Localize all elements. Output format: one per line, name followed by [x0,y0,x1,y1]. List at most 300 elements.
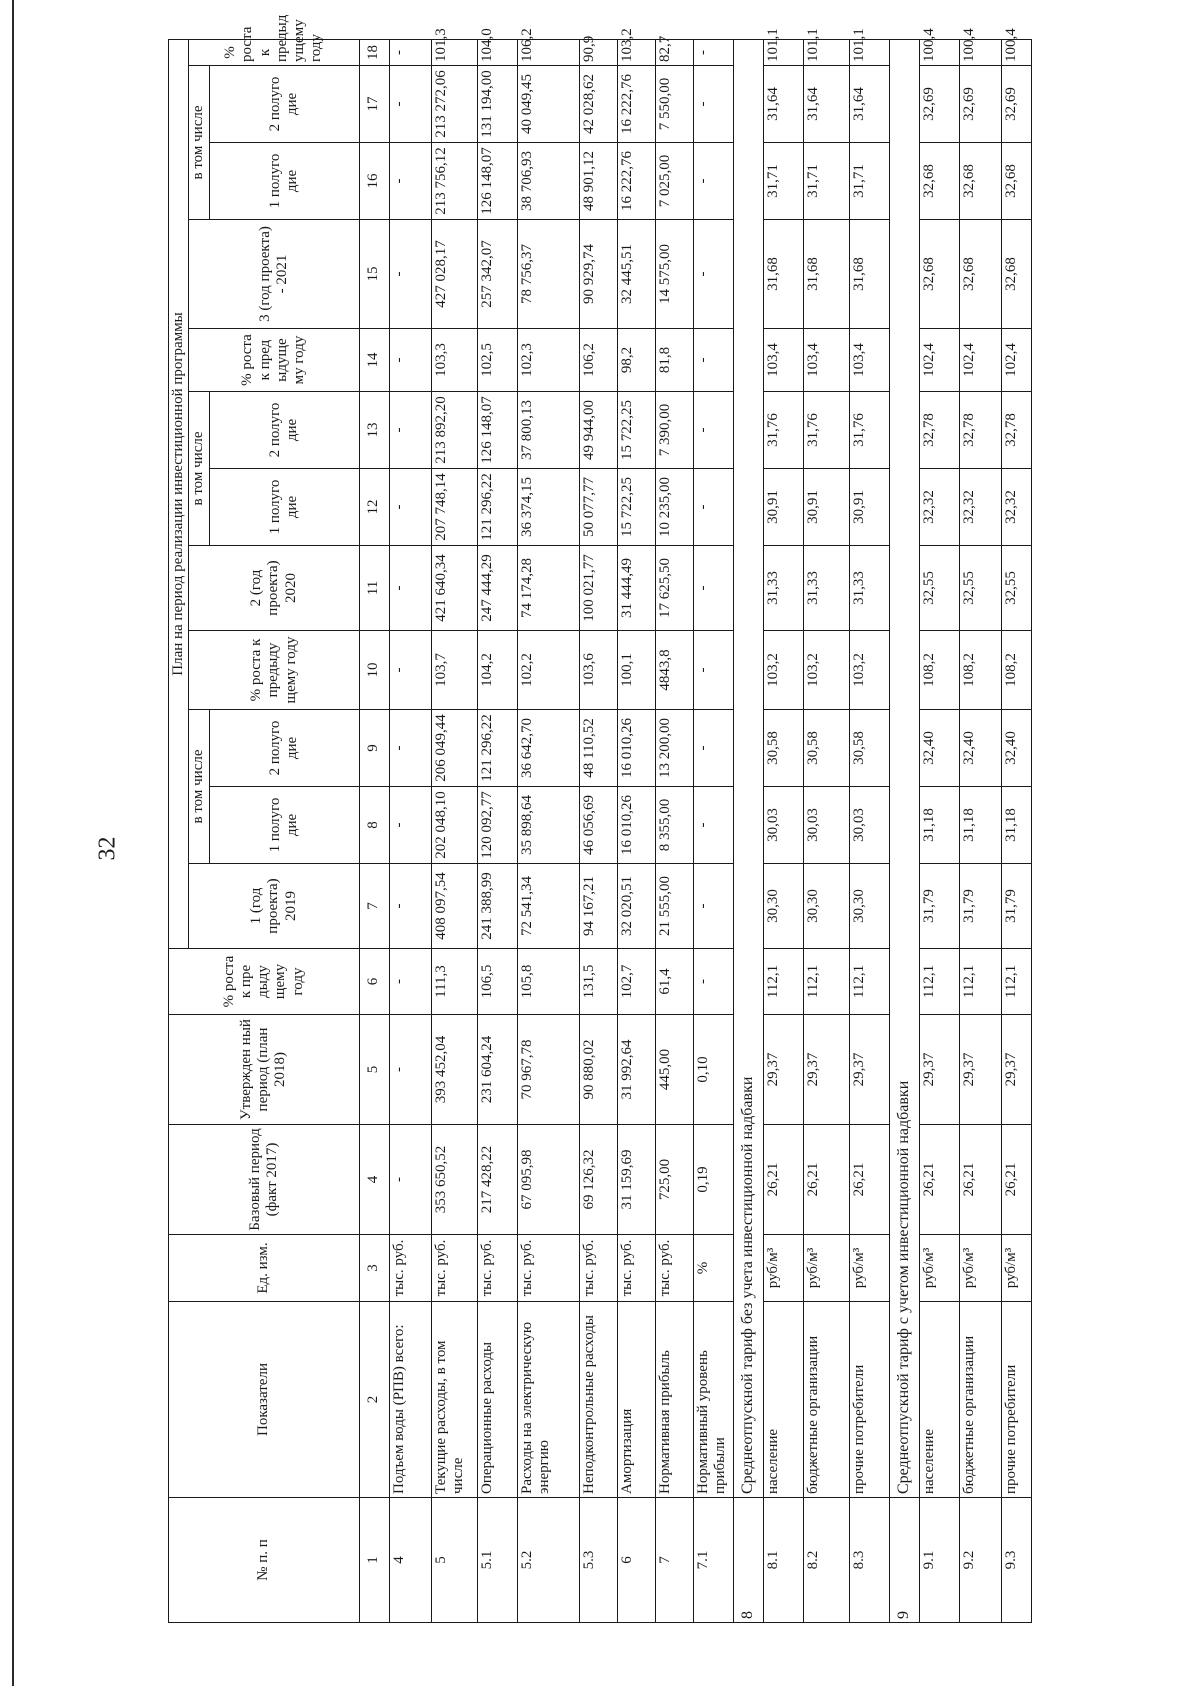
value-cell: 427 028,17 [431,220,477,329]
value-cell: 32,78 [959,392,1001,469]
value-cell: 353 650,52 [431,1125,477,1235]
value-cell: - [693,220,733,329]
table-row [919,39,959,1622]
unit-cell: руб/м³ [959,1235,1001,1302]
value-cell: 37 800,13 [517,392,579,469]
header-incl-y2: в том числе [189,392,209,546]
value-cell: 121 296,22 [477,469,517,546]
col-number: 8 [359,787,389,864]
value-cell: 32,40 [959,710,1001,787]
value-cell: 101,1 [763,39,803,65]
value-cell: 29,37 [849,1015,889,1125]
col-number: 16 [359,143,389,220]
col-number: 18 [359,39,389,65]
value-cell: 31,33 [849,546,889,631]
value-cell: 31,33 [803,546,849,631]
row-number-cell: 8.3 [849,1498,889,1623]
value-cell: 241 388,99 [477,864,517,949]
unit-cell: тыс. руб. [431,1235,477,1302]
value-cell: 108,2 [1001,631,1031,710]
value-cell: 21 555,00 [655,864,693,949]
value-cell: 36 374,15 [517,469,579,546]
col-number: 14 [359,329,389,392]
value-cell: 29,37 [1001,1015,1031,1125]
row-number-cell: 5.2 [517,1498,579,1623]
value-cell: - [389,1015,431,1125]
value-cell: 38 706,93 [517,143,579,220]
indicator-cell: население [763,1302,803,1498]
value-cell: - [693,469,733,546]
value-cell: - [389,469,431,546]
value-cell: 30,58 [763,710,803,787]
main-rows [389,28,733,1622]
value-cell: 69 126,32 [579,1125,617,1235]
value-cell: 90 929,74 [579,220,617,329]
table-row [849,39,889,1622]
indicator-cell: Неподконтрольные расходы [579,1302,617,1498]
value-cell: 26,21 [803,1125,849,1235]
rotated-table-container [168,14,1019,1623]
unit-cell: тыс. руб. [617,1235,655,1302]
value-cell: 31,71 [803,143,849,220]
value-cell: 35 898,64 [517,787,579,864]
value-cell: 10 235,00 [655,469,693,546]
value-cell: 213 756,12 [431,143,477,220]
value-cell: 32,55 [959,546,1001,631]
value-cell: 32,55 [1001,546,1031,631]
value-cell: 31,64 [849,66,889,143]
value-cell: 7 025,00 [655,143,693,220]
value-cell: 29,37 [763,1015,803,1125]
header-incl-y3: в том числе [189,66,209,220]
col-number: 11 [359,546,389,631]
value-cell: 32 445,51 [617,220,655,329]
value-cell: 445,00 [655,1015,693,1125]
col-number: 6 [359,949,389,1015]
value-cell: 30,03 [763,787,803,864]
row-number-cell: 6 [617,1498,655,1623]
value-cell: 40 049,45 [517,66,579,143]
value-cell: 103,2 [803,631,849,710]
page-edge-line [12,0,14,1686]
indicator-cell: прочие потребители [1001,1302,1031,1498]
value-cell: 112,1 [1001,949,1031,1015]
value-cell: 29,37 [959,1015,1001,1125]
value-cell: 103,3 [431,329,477,392]
value-cell: - [693,329,733,392]
row-number-cell: 5.3 [579,1498,617,1623]
unit-cell: % [693,1235,733,1302]
value-cell: 26,21 [849,1125,889,1235]
value-cell: 102,7 [617,949,655,1015]
value-cell: 102,2 [517,631,579,710]
value-cell: 48 110,52 [579,710,617,787]
value-cell: 30,03 [849,787,889,864]
value-cell: 108,2 [919,631,959,710]
value-cell: 103,4 [763,329,803,392]
value-cell: 102,4 [919,329,959,392]
unit-cell: тыс. руб. [579,1235,617,1302]
unit-cell: тыс. руб. [655,1235,693,1302]
value-cell: 46 056,69 [579,787,617,864]
column-number-row [359,39,389,1622]
value-cell: 32,68 [959,220,1001,329]
indicator-cell: Нормативный уровень прибыли [693,1302,733,1498]
indicator-cell: бюджетные организации [959,1302,1001,1498]
col-number: 17 [359,66,389,143]
value-cell: 31,33 [763,546,803,631]
value-cell: 100,1 [617,631,655,710]
value-cell: 26,21 [763,1125,803,1235]
value-cell: 104,0 [477,39,517,65]
value-cell: 16 010,26 [617,710,655,787]
table-row [431,39,477,1622]
value-cell: 32,68 [1001,143,1031,220]
indicator-cell: Расходы на электрическую энергию [517,1302,579,1498]
table-row [579,39,617,1622]
value-cell: 32,32 [959,469,1001,546]
value-cell: 30,91 [763,469,803,546]
value-cell: - [389,1125,431,1235]
value-cell: 31,71 [849,143,889,220]
value-cell: 32,40 [919,710,959,787]
value-cell: - [693,864,733,949]
row-number-cell: 7 [655,1498,693,1623]
unit-cell: руб/м³ [1001,1235,1031,1302]
value-cell: 247 444,29 [477,546,517,631]
value-cell: 112,1 [959,949,1001,1015]
value-cell: - [693,143,733,220]
table-row [959,39,1001,1622]
value-cell: 104,2 [477,631,517,710]
value-cell: 106,5 [477,949,517,1015]
header-half2-y1: 2 полуго дие [209,710,359,787]
header-half2-y2: 2 полуго дие [209,392,359,469]
value-cell: 30,30 [763,864,803,949]
value-cell: 213 892,20 [431,392,477,469]
value-cell: 31,64 [763,66,803,143]
value-cell: - [389,143,431,220]
indicator-cell: Подъем воды (РПВ) всего: [389,1302,431,1498]
value-cell: 103,2 [617,39,655,65]
col-number: 4 [359,1125,389,1235]
header-half1-y1: 1 полуго дие [209,787,359,864]
value-cell: 103,7 [431,631,477,710]
header-growth-y2: % роста к пред ыдуще му году [189,329,359,392]
value-cell: 36 642,70 [517,710,579,787]
header-indicator: Показатели [169,1302,360,1498]
value-cell: 31,76 [803,392,849,469]
unit-cell: руб/м³ [919,1235,959,1302]
value-cell: 31,76 [763,392,803,469]
row-number-cell: 9.2 [959,1498,1001,1623]
col-number: 9 [359,710,389,787]
value-cell: 111,3 [431,949,477,1015]
value-cell: 32,68 [959,143,1001,220]
row-number-cell: 9.3 [1001,1498,1031,1623]
unit-cell: руб/м³ [763,1235,803,1302]
col-number: 3 [359,1235,389,1302]
header-half2-y3: 2 полуго дие [209,66,359,143]
value-cell: 17 625,50 [655,546,693,631]
table-row [763,39,803,1622]
indicator-cell: население [919,1302,959,1498]
value-cell: 32 020,51 [617,864,655,949]
value-cell: 102,4 [1001,329,1031,392]
value-cell: 14 575,00 [655,220,693,329]
value-cell: 101,3 [431,39,477,65]
value-cell: 32,68 [919,220,959,329]
value-cell: 31 159,69 [617,1125,655,1235]
row-number-cell: 4 [389,1498,431,1623]
col-number: 2 [359,1302,389,1498]
value-cell: 30,91 [849,469,889,546]
value-cell: 112,1 [803,949,849,1015]
value-cell: 26,21 [919,1125,959,1235]
value-cell: 257 342,07 [477,220,517,329]
value-cell: 100,4 [919,39,959,65]
value-cell: 4843,8 [655,631,693,710]
value-cell: 31,71 [763,143,803,220]
value-cell: - [389,392,431,469]
indicator-cell: Операционные расходы [477,1302,517,1498]
value-cell: 103,6 [579,631,617,710]
col-number: 10 [359,631,389,710]
page-number: 32 [94,836,121,861]
table-row [389,39,431,1622]
section-9-num: 9 [889,1498,919,1623]
col-number: 15 [359,220,389,329]
value-cell: 26,21 [959,1125,1001,1235]
value-cell: - [389,631,431,710]
value-cell: - [389,949,431,1015]
value-cell: 213 272,06 [431,66,477,143]
value-cell: 31,68 [763,220,803,329]
value-cell: 30,91 [803,469,849,546]
value-cell: 32,69 [919,66,959,143]
row-number-cell: 5 [431,1498,477,1623]
value-cell: 16 222,76 [617,66,655,143]
value-cell: 70 967,78 [517,1015,579,1125]
value-cell: - [693,546,733,631]
value-cell: 206 049,44 [431,710,477,787]
value-cell: 32,55 [919,546,959,631]
table-row [617,39,655,1622]
value-cell: 103,4 [849,329,889,392]
header-growth-y1: % роста к предыду щему году [189,631,359,710]
value-cell: 108,2 [959,631,1001,710]
value-cell: 100 021,77 [579,546,617,631]
value-cell: 50 077,77 [579,469,617,546]
value-cell: 31,79 [1001,864,1031,949]
value-cell: 15 722,25 [617,469,655,546]
header-approved-period: Утвержден ный период (план 2018) [169,1015,360,1125]
table-row [803,39,849,1622]
value-cell: 106,2 [517,39,579,65]
value-cell: 81,8 [655,329,693,392]
value-cell: 231 604,24 [477,1015,517,1125]
value-cell: 393 452,04 [431,1015,477,1125]
unit-cell: тыс. руб. [517,1235,579,1302]
value-cell: 32,78 [919,392,959,469]
row-number-cell: 5.1 [477,1498,517,1623]
header-plan-group: План на период реализации инвестиционной программы [169,39,189,948]
value-cell: 112,1 [849,949,889,1015]
value-cell: 121 296,22 [477,710,517,787]
value-cell: 217 428,22 [477,1125,517,1235]
header-incl-y1: в том числе [189,710,209,864]
value-cell: 31,18 [959,787,1001,864]
value-cell: 126 148,07 [477,143,517,220]
row-number-cell: 7.1 [693,1498,733,1623]
value-cell: 102,3 [517,329,579,392]
value-cell: - [693,39,733,65]
value-cell: 102,5 [477,329,517,392]
unit-cell: тыс. руб. [389,1235,431,1302]
header-half1-y3: 1 полуго дие [209,143,359,220]
section-8 [733,39,763,1622]
value-cell: 421 640,34 [431,546,477,631]
value-cell: 103,2 [849,631,889,710]
value-cell: 30,30 [803,864,849,949]
value-cell: 105,8 [517,949,579,1015]
value-cell: 16 222,76 [617,143,655,220]
value-cell: 90,9 [579,39,617,65]
value-cell: - [389,710,431,787]
table-row [655,39,693,1622]
header-half1-y2: 1 полуго дие [209,469,359,546]
value-cell: 100,4 [1001,39,1031,65]
value-cell: 26,21 [1001,1125,1031,1235]
value-cell: 31,18 [919,787,959,864]
value-cell: 32,68 [919,143,959,220]
value-cell: 16 010,26 [617,787,655,864]
value-cell: 31,18 [1001,787,1031,864]
value-cell: 202 048,10 [431,787,477,864]
unit-cell: тыс. руб. [477,1235,517,1302]
col-number: 12 [359,469,389,546]
header-num: № п. п [169,1498,360,1623]
value-cell: 31,68 [803,220,849,329]
value-cell: - [693,710,733,787]
value-cell: 30,58 [849,710,889,787]
value-cell: 120 092,77 [477,787,517,864]
row-number-cell: 9.1 [919,1498,959,1623]
value-cell: 7 550,00 [655,66,693,143]
value-cell: - [693,787,733,864]
value-cell: 101,1 [849,39,889,65]
section-8-num: 8 [733,1498,763,1623]
indicator-cell: бюджетные организации [803,1302,849,1498]
col-number: 13 [359,392,389,469]
table-row [477,39,517,1622]
value-cell: 32,78 [1001,392,1031,469]
value-cell: - [389,329,431,392]
value-cell: 131,5 [579,949,617,1015]
value-cell: 61,4 [655,949,693,1015]
value-cell: - [693,631,733,710]
header-year2: 2 (год проекта) 2020 [189,546,359,631]
value-cell: - [389,39,431,65]
value-cell: 31 992,64 [617,1015,655,1125]
value-cell: 29,37 [803,1015,849,1125]
value-cell: 725,00 [655,1125,693,1235]
section-9-title: Среднеотпускной тариф с учетом инвестиционной надбавки [889,39,919,1497]
value-cell: 78 756,37 [517,220,579,329]
header-unit: Ед. изм. [169,1235,360,1302]
table-row [517,39,579,1622]
value-cell: 30,30 [849,864,889,949]
value-cell: 30,03 [803,787,849,864]
value-cell: - [389,787,431,864]
value-cell: 106,2 [579,329,617,392]
value-cell: 7 390,00 [655,392,693,469]
value-cell: 32,69 [959,66,1001,143]
indicator-cell: Амортизация [617,1302,655,1498]
value-cell: 94 167,21 [579,864,617,949]
value-cell: 103,4 [803,329,849,392]
value-cell: 90 880,02 [579,1015,617,1125]
value-cell: - [389,864,431,949]
value-cell: 82,7 [655,39,693,65]
section-9-rows [919,28,1031,1622]
value-cell: 131 194,00 [477,66,517,143]
value-cell: 74 174,28 [517,546,579,631]
value-cell: - [389,220,431,329]
col-number: 7 [359,864,389,949]
value-cell: 32,69 [1001,66,1031,143]
value-cell: 32,32 [919,469,959,546]
value-cell: 48 901,12 [579,143,617,220]
value-cell: - [693,392,733,469]
col-number: 5 [359,1015,389,1125]
header-growth-y3: % роста к предыд ущему году [189,39,359,65]
unit-cell: руб/м³ [803,1235,849,1302]
header-year1: 1 (год проекта) 2019 [189,864,359,949]
value-cell: 31 444,49 [617,546,655,631]
value-cell: 31,64 [803,66,849,143]
value-cell: 13 200,00 [655,710,693,787]
table-row [1001,39,1031,1622]
value-cell: 42 028,62 [579,66,617,143]
value-cell: 31,68 [849,220,889,329]
value-cell: 408 097,54 [431,864,477,949]
value-cell: 31,76 [849,392,889,469]
value-cell: 0,19 [693,1125,733,1235]
value-cell: 101,1 [803,39,849,65]
value-cell: 112,1 [763,949,803,1015]
value-cell: - [389,66,431,143]
indicator-cell: прочие потребители [849,1302,889,1498]
unit-cell: руб/м³ [849,1235,889,1302]
row-number-cell: 8.1 [763,1498,803,1623]
value-cell: 30,58 [803,710,849,787]
indicator-cell: Нормативная прибыль [655,1302,693,1498]
value-cell: 0,10 [693,1015,733,1125]
indicator-cell: Текущие расходы, в том числе [431,1302,477,1498]
value-cell: 32,40 [1001,710,1031,787]
value-cell: 32,68 [1001,220,1031,329]
value-cell: 8 355,00 [655,787,693,864]
header-year3: 3 (год проекта) - 2021 [189,220,359,329]
section-9 [889,39,919,1622]
section-8-title: Среднеотпускной тариф без учета инвестиционной надбавки [733,39,763,1497]
table-row [693,39,733,1622]
value-cell: 31,79 [959,864,1001,949]
value-cell: 102,4 [959,329,1001,392]
value-cell: 49 944,00 [579,392,617,469]
value-cell: 103,2 [763,631,803,710]
